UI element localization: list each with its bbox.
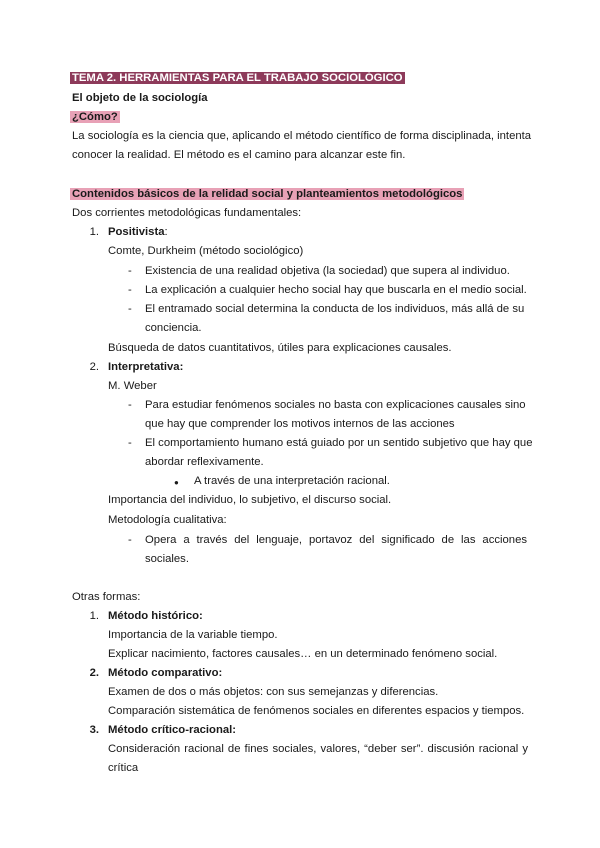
positivista-bullet-3a: El entramado social determina la conducta de los individuos, más allá de su xyxy=(145,303,525,315)
otras-formas-heading: Otras formas: xyxy=(72,591,141,603)
dash-marker: - xyxy=(128,399,132,411)
interpretativa-bullet-2a: El comportamiento humano está guiado por un sentido subjetivo que hay que xyxy=(145,437,533,449)
positivista-label: Positivista xyxy=(108,226,165,238)
positivista-note: Búsqueda de datos cuantitativos, útiles para explicaciones causales. xyxy=(108,342,452,354)
page-title xyxy=(70,71,405,86)
positivista-bullet-3b: conciencia. xyxy=(145,322,202,334)
positivista-colon: : xyxy=(164,226,168,238)
interpretativa-heading: Interpretativa: xyxy=(108,361,184,373)
section-highlight: Contenidos básicos de la relidad social y planteamientos metodológicos xyxy=(72,188,463,200)
dash-marker: - xyxy=(128,265,132,277)
interpretativa-note-2: Metodología cualitativa: xyxy=(108,514,227,526)
list-number: 1. xyxy=(89,226,99,238)
intro-line-2: conocer la realidad. El método es el camino para alcanzar este fin. xyxy=(72,149,406,161)
interpretativa-bullet-3a: Opera a través del lenguaje, portavoz del significado de las acciones xyxy=(145,534,527,546)
comparativo-line-1: Examen de dos o más objetos: con sus semejanzas y diferencias. xyxy=(108,686,439,698)
positivista-bullet-1: Existencia de una realidad objetiva (la sociedad) que supera al individuo. xyxy=(145,265,510,277)
comparativo-line-2: Comparación sistemática de fenómenos sociales en diferentes espacios y tiempos. xyxy=(108,705,525,717)
interpretativa-note-1: Importancia del individuo, lo subjetivo, el discurso social. xyxy=(108,494,392,506)
historico-heading: Método histórico: xyxy=(108,610,203,622)
list-number: 1. xyxy=(89,610,99,622)
intro-line-1: La sociología es la ciencia que, aplicando el método científico de forma disciplinada, intenta xyxy=(72,130,532,142)
interpretativa-bullet-2b: abordar reflexivamente. xyxy=(145,456,264,468)
positivista-authors: Comte, Durkheim (método sociológico) xyxy=(108,245,304,257)
interpretativa-bullet-3b: sociales. xyxy=(145,553,189,565)
critico-line-1: Consideración racional de fines sociales, valores, “deber ser”. discusión racional y xyxy=(108,743,528,755)
dash-marker: - xyxy=(128,437,132,449)
title-highlight: TEMA 2. HERRAMIENTAS PARA EL TRABAJO SOCIOLÓGICO xyxy=(72,72,403,84)
positivista-heading xyxy=(108,225,168,240)
subtitle: El objeto de la sociología xyxy=(72,92,208,104)
dash-marker: - xyxy=(128,303,132,315)
section-intro: Dos corrientes metodológicas fundamentales: xyxy=(72,207,302,219)
critico-line-2: crítica xyxy=(108,762,139,774)
interpretativa-sub-bullet: A través de una interpretación racional. xyxy=(194,475,390,487)
section-heading xyxy=(70,187,464,202)
interpretativa-bullet-1a: Para estudiar fenómenos sociales no basta con explicaciones causales sino xyxy=(145,399,526,411)
dash-marker: - xyxy=(128,284,132,296)
bullet-dot-icon: ● xyxy=(174,478,179,487)
historico-line-1: Importancia de la variable tiempo. xyxy=(108,629,278,641)
como-highlight: ¿Cómo? xyxy=(72,111,118,123)
historico-line-2: Explicar nacimiento, factores causales… en un determinado fenómeno social. xyxy=(108,648,498,660)
interpretativa-bullet-1b: que hay que comprender los motivos internos de las acciones xyxy=(145,418,455,430)
dash-marker: - xyxy=(128,534,132,546)
list-number: 2. xyxy=(89,361,99,373)
interpretativa-author: M. Weber xyxy=(108,380,157,392)
como-heading xyxy=(70,110,120,125)
critico-heading: Método crítico-racional: xyxy=(108,724,237,736)
list-number: 2. xyxy=(89,667,99,679)
positivista-bullet-2: La explicación a cualquier hecho social hay que buscarla en el medio social. xyxy=(145,284,527,296)
comparativo-heading: Método comparativo: xyxy=(108,667,223,679)
list-number: 3. xyxy=(89,724,99,736)
